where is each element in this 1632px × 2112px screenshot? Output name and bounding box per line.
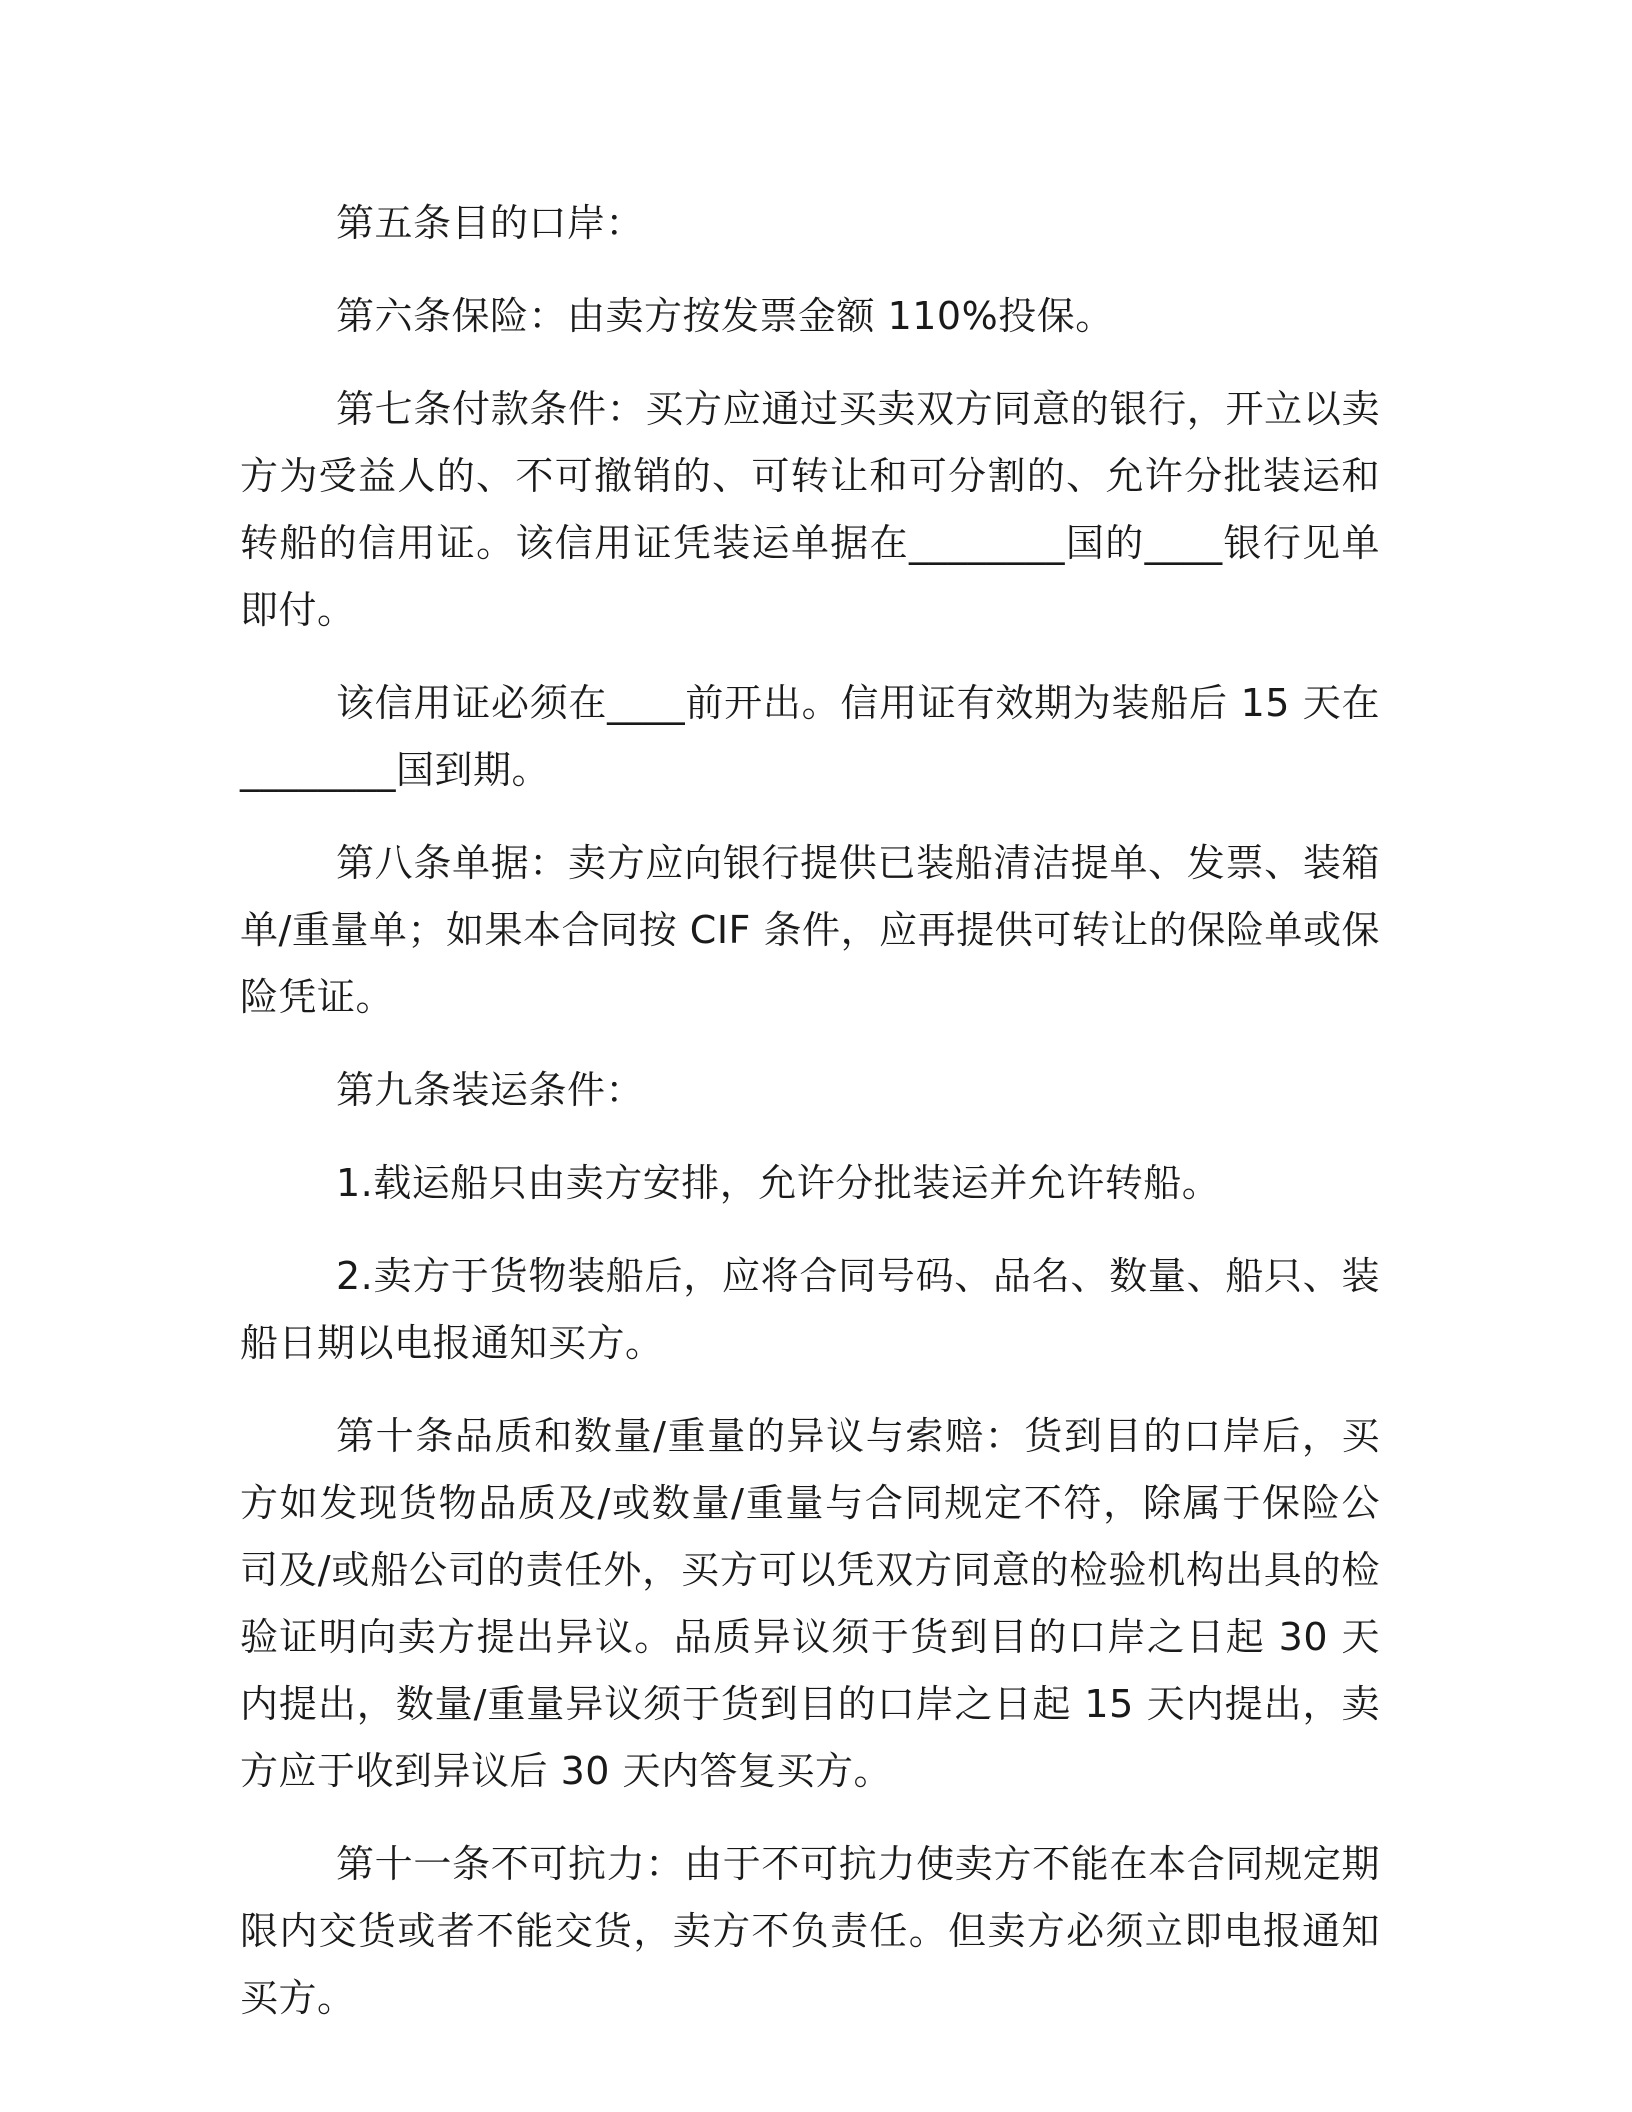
article-10-claims: 第十条品质和数量/重量的异议与索赔：货到目的口岸后，买方如发现货物品质及/或数量/重量与合同规定不符，除属于保险公司及/或船公司的责任外，买方可以凭双方同意的检验机构出具的检验证明向卖方提出异议。品质异议须于货到目的口岸之日起 30 天内提出，数量/重量异议须于货到目的口岸之日起 15 天内提出，卖方应于收到异议后 30 天内答复买方。 [240,1414,1380,1793]
article-11-force-majeure: 第十一条不可抗力：由于不可抗力使卖方不能在本合同规定期限内交货或者不能交货，卖方不负责任。但卖方必须立即电报通知买方。 [240,1842,1380,2020]
article-6-insurance: 第六条保险：由卖方按发票金额 110%投保。 [336,294,1114,338]
article-8-documents: 第八条单据：卖方应向银行提供已装船清洁提单、发票、装箱单/重量单；如果本合同按 CIF 条件，应再提供可转让的保险单或保险凭证。 [240,841,1380,1019]
letter-of-credit-validity: 该信用证必须在____前开出。信用证有效期为装船后 15 天在________国到期。 [240,681,1380,792]
shipping-term-1: 1.载运船只由卖方安排，允许分批装运并允许转船。 [336,1161,1221,1205]
shipping-term-2: 2.卖方于货物装船后，应将合同号码、品名、数量、船只、装船日期以电报通知买方。 [240,1254,1380,1365]
article-5-destination-port: 第五条目的口岸： [336,201,645,245]
document-page [240,190,1380,2058]
article-7-payment-terms: 第七条付款条件：买方应通过买卖双方同意的银行，开立以卖方为受益人的、不可撤销的、可转让和可分割的、允许分批装运和转船的信用证。该信用证凭装运单据在________国的____银行见单即付。 [240,387,1380,632]
article-9-shipping-terms: 第九条装运条件： [336,1068,645,1112]
